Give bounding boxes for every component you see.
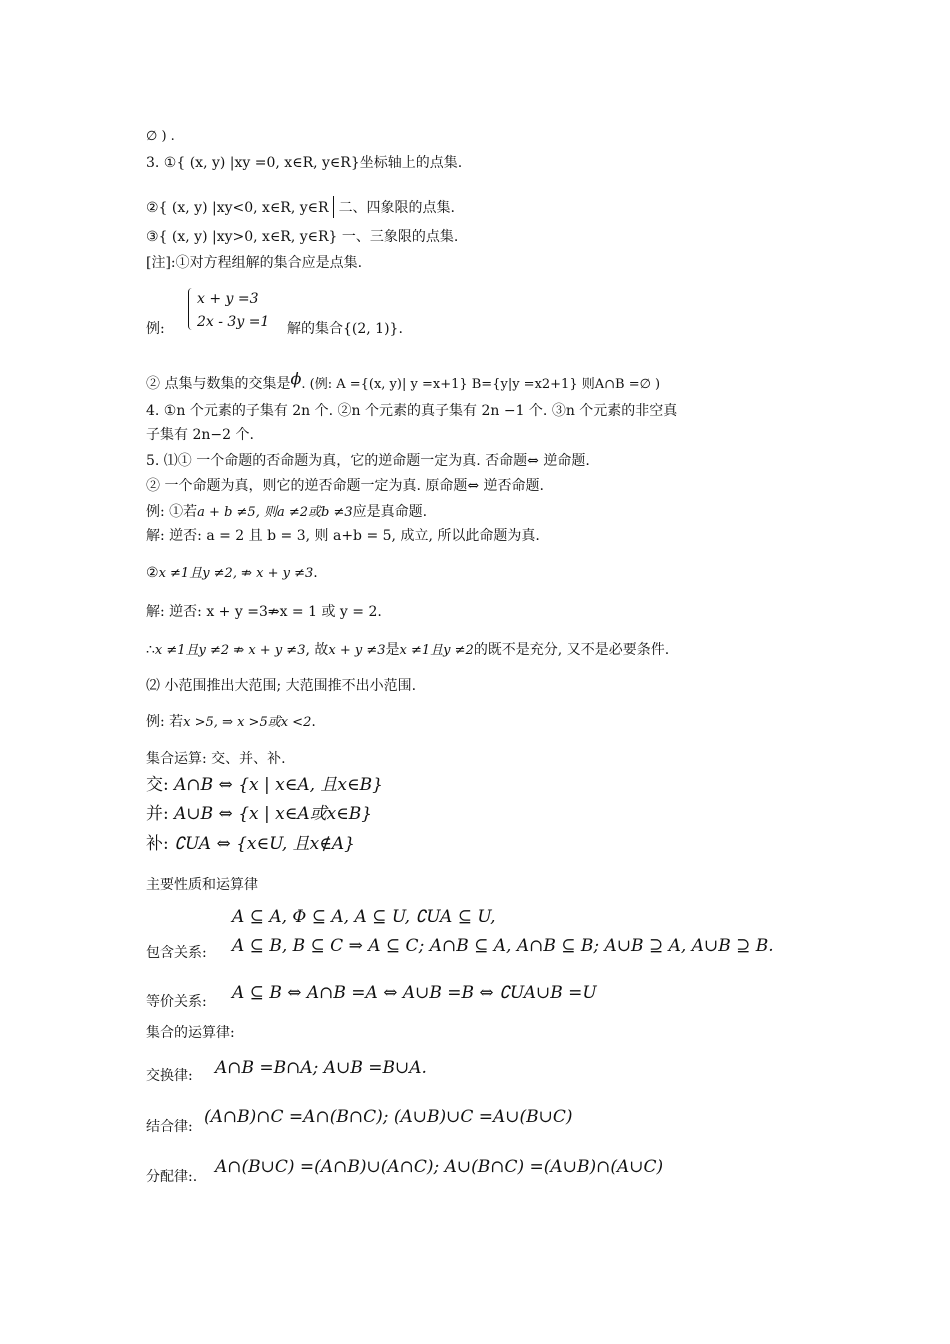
line-solution-1: 解: 逆否: a = 2 且 b = 3, 则 a+b = 5, 成立, 所以此命题为真.: [146, 528, 540, 544]
equation-1: x + y =3: [197, 291, 259, 307]
line-intersection: [146, 776, 383, 794]
complement-label: 补:: [146, 834, 169, 854]
line-laws-heading: 集合的运算律:: [146, 1025, 235, 1041]
ex2-math: x ≠1且y ≠2, ⇏ x + y ≠3: [158, 566, 314, 581]
line-3-quadrants-13: ③{ (x, y) |xy>0, x∈R, y∈R} 一、三象限的点集.: [146, 229, 459, 245]
ex1-math: a + b ≠5, 则a ≠2或b ≠3: [197, 505, 353, 520]
line-complement: [146, 835, 355, 853]
text-a: ② 点集与数集的交集是: [146, 376, 291, 392]
set-definition: ②{ (x, y) |xy<0, x∈R, y∈R: [146, 200, 329, 216]
line-range: ⑵ 小范围推出大范围; 大范围推不出小范围.: [146, 678, 417, 694]
phi-symbol: ϕ: [290, 369, 302, 388]
ex2-label: ②: [146, 565, 159, 581]
line-3-axes: 3. ①{ (x, y) |xy =0, x∈R, y∈R}坐标轴上的点集.: [146, 155, 463, 171]
line-point-number-intersection: [146, 370, 660, 394]
line-empty-set-end: ∅ ) .: [146, 129, 175, 144]
line-5-1: 5. ⑴① 一个命题的否命题为真，它的逆命题一定为真. 否命题⇔ 逆命题.: [146, 453, 590, 469]
complement-formula: ∁UA ⇔ {x∈U, 且x∉A}: [174, 834, 355, 854]
distributive-label: 分配律:.: [146, 1169, 198, 1185]
ex1-label: 例: ①若: [146, 504, 198, 520]
line-union: [146, 805, 372, 823]
inclusion-label: 包含关系:: [146, 945, 207, 961]
therefore-text-d: 的既不是充分, 又不是必要条件.: [473, 642, 670, 658]
inclusion-formula-2: A ⊆ B, B ⊆ C ⇒ A ⊆ C; A∩B ⊆ A, A∩B ⊆ B; A∪B ⊇ A, A∪B ⊇ B.: [232, 936, 774, 956]
example-label: 例:: [146, 321, 165, 337]
equivalence-formula: A ⊆ B ⇔ A∩B =A ⇔ A∪B =B ⇔ ∁UA∪B =U: [232, 983, 597, 1003]
line-5-2: ② 一个命题为真，则它的逆否命题一定为真. 原命题⇔ 逆否命题.: [146, 478, 544, 494]
ex3-label: 例: 若: [146, 714, 184, 730]
therefore-math: x ≠1且y ≠2 ⇏ x + y ≠3: [154, 643, 306, 658]
therefore-text-b: , 故: [305, 642, 329, 658]
ex3-math: x >5, ⇒ x >5或x <2: [183, 715, 312, 730]
line-properties-heading: 主要性质和运算律: [146, 877, 258, 893]
intersection-formula: A∩B ⇔ {x | x∈A, 且x∈B}: [174, 775, 383, 795]
equation-2: 2x - 3y =1: [197, 314, 270, 330]
therefore-math-2: x + y ≠3: [328, 643, 386, 658]
line-set-ops: 集合运算: 交、并、补.: [146, 751, 286, 767]
ex1-tail: 应是真命题.: [352, 504, 428, 520]
line-4-subsets: 4. ①n 个元素的子集有 2n 个. ②n 个元素的真子集有 2n −1 个. ③n 个元素的非空真: [146, 403, 678, 419]
line-3-quadrants-24: [146, 196, 455, 218]
line-therefore: [146, 641, 669, 660]
therefore-text-c: 是: [385, 642, 400, 658]
associative-label: 结合律:: [146, 1119, 193, 1135]
brace-mark: [333, 196, 335, 218]
line-example-3: [146, 713, 316, 732]
intersection-label: 交:: [146, 775, 169, 795]
example-solution: 解的集合{(2, 1)}.: [287, 321, 403, 337]
commutative-label: 交换律:: [146, 1068, 193, 1084]
set-description: 二、四象限的点集.: [338, 200, 456, 216]
line-4-subsets-cont: 子集有 2n−2 个.: [146, 427, 254, 443]
line-solution-2: 解: 逆否: x + y =3⇏x = 1 或 y = 2.: [146, 604, 382, 620]
associative-formula: (A∩B)∩C =A∩(B∩C); (A∪B)∪C =A∪(B∪C): [204, 1107, 573, 1127]
ex3-tail: .: [311, 714, 316, 730]
distributive-formula: A∩(B∪C) =(A∩B)∪(A∩C); A∪(B∩C) =(A∪B)∩(A∪C): [215, 1157, 664, 1177]
line-example-1: [146, 503, 427, 522]
equivalence-label: 等价关系:: [146, 994, 207, 1010]
ex2-tail: .: [313, 565, 318, 581]
commutative-formula: A∩B =B∩A; A∪B =B∪A.: [215, 1058, 427, 1078]
system-brace: [188, 288, 195, 330]
line-note: [注]:①对方程组解的集合应是点集.: [146, 255, 363, 271]
therefore-sign: ∴: [146, 642, 155, 658]
inclusion-formula-1: A ⊆ A, Φ ⊆ A, A ⊆ U, ∁UA ⊆ U,: [232, 907, 496, 927]
union-label: 并:: [146, 804, 169, 824]
line-example-2: [146, 564, 318, 583]
union-formula: A∪B ⇔ {x | x∈A或x∈B}: [174, 804, 373, 824]
text-b: . (例: A ={(x, y)| y =x+1} B={y|y =x2+1} 则A∩B =∅ ): [301, 377, 661, 392]
therefore-math-3: x ≠1且y ≠2: [399, 643, 474, 658]
